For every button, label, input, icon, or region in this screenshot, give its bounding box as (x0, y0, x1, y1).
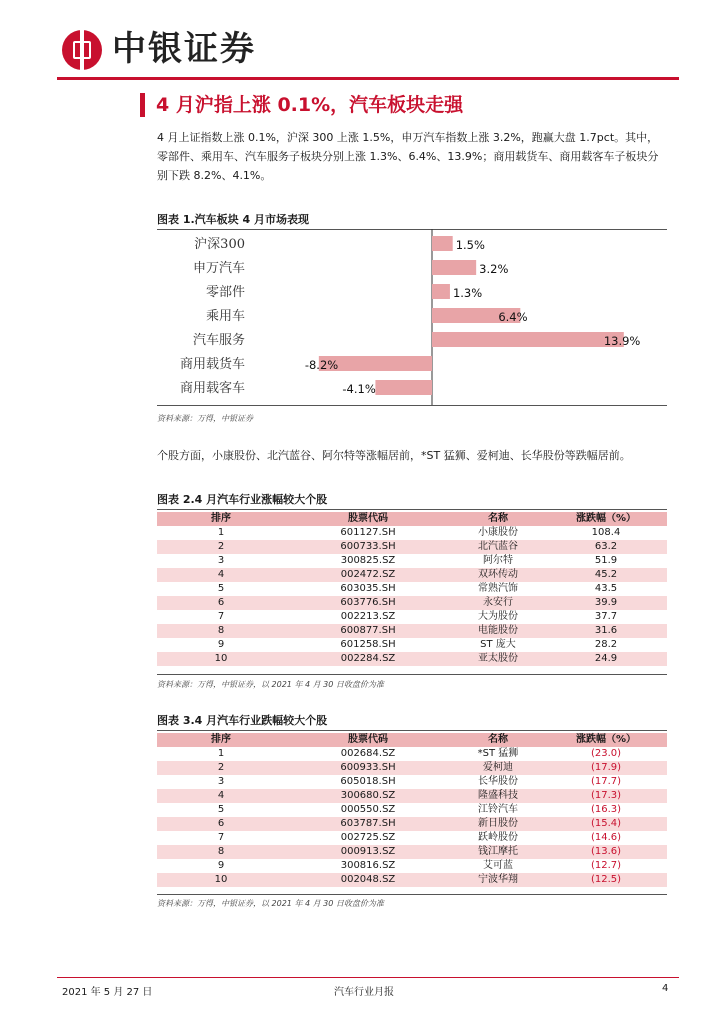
chart-value-label: 1.3% (452, 286, 483, 300)
section-marker (140, 93, 145, 117)
cell-name: 电能股份 (451, 624, 545, 638)
cell-name: 小康股份 (478, 527, 518, 538)
chart-category-label: 沪深300 (194, 237, 245, 252)
cell-code: 600877.SH (285, 624, 451, 638)
cell-rank: 7 (217, 832, 225, 843)
table2-title: 图表 2.4 月汽车行业涨幅较大个股 (157, 493, 328, 506)
table-row (157, 568, 667, 582)
table3-source: 资料来源：万得，中银证券，以 2021 年 4 月 30 日收盘价为准 (157, 899, 384, 908)
cell-change: (16.3) (590, 804, 622, 815)
cell-change: (12.7) (590, 860, 622, 871)
cell-change: (14.6) (590, 832, 622, 843)
top-gainers-table (157, 512, 667, 666)
figure1-title: 图表 1.汽车板块 4 月市场表现 (157, 213, 309, 226)
cell-rank: 2 (157, 761, 285, 775)
cell-code: 601258.SH (340, 639, 396, 650)
cell-code: 002725.SZ (340, 832, 396, 843)
cell-change: (17.3) (545, 789, 667, 803)
chart-category-label: 商用载货车 (179, 357, 245, 372)
top-losers-table (157, 733, 667, 887)
cell-name: 双环传动 (451, 568, 545, 582)
chart-bar (432, 332, 624, 347)
chart-value-label: -8.2% (304, 358, 339, 372)
page-number: 4 (662, 983, 669, 994)
table-row (157, 624, 667, 638)
table-row (157, 761, 667, 775)
cell-change: 108.4 (591, 527, 621, 538)
cell-name: 跃岭股份 (478, 832, 518, 843)
cell-rank: 9 (217, 860, 225, 871)
cell-code: 002472.SZ (285, 568, 451, 582)
cell-rank: 10 (157, 873, 285, 887)
cell-name: 永安行 (451, 596, 545, 610)
chart-category-label: 商用载客车 (179, 381, 245, 396)
cell-change: 51.9 (594, 555, 618, 566)
cell-name: 新日股份 (451, 817, 545, 831)
stocks-paragraph: 个股方面，小康股份、北汽蓝谷、阿尔特等涨幅居前，*ST 猛狮、爱柯迪、长华股份等跌幅居前。 (157, 449, 631, 462)
cell-code: 603776.SH (285, 596, 451, 610)
header-change: 涨跌幅（%） (545, 733, 667, 747)
cell-name: 宁波华翔 (451, 873, 545, 887)
chart-category-label: 汽车服务 (192, 333, 245, 348)
cell-name: 北汽蓝谷 (451, 540, 545, 554)
bank-logo-bar-icon (80, 30, 84, 70)
cell-code: 002684.SZ (340, 748, 396, 759)
chart-category-label: 申万汽车 (192, 261, 245, 276)
cell-rank: 1 (217, 527, 225, 538)
cell-change: 63.2 (545, 540, 667, 554)
table-row (157, 775, 667, 789)
cell-code: 603035.SH (340, 583, 396, 594)
cell-name: 江铃汽车 (478, 804, 518, 815)
cell-rank: 8 (157, 624, 285, 638)
chart-value-label: 13.9% (603, 334, 641, 348)
cell-code: 600733.SH (285, 540, 451, 554)
table-row (157, 845, 667, 859)
header-rank: 排序 (157, 733, 285, 747)
header-name: 名称 (451, 512, 545, 526)
cell-change: (23.0) (590, 748, 622, 759)
cell-name: 钱江摩托 (451, 845, 545, 859)
cell-code: 002213.SZ (340, 611, 396, 622)
cell-code: 000913.SZ (285, 845, 451, 859)
header-rule (57, 77, 679, 80)
figure1-bottom-rule (157, 405, 667, 406)
cell-code: 002284.SZ (285, 652, 451, 666)
cell-change: 24.9 (545, 652, 667, 666)
table-row (157, 789, 667, 803)
cell-rank: 3 (217, 776, 225, 787)
cell-name: 隆盛科技 (451, 789, 545, 803)
cell-rank: 3 (217, 555, 225, 566)
cell-code: 300680.SZ (285, 789, 451, 803)
cell-code: 600933.SH (285, 761, 451, 775)
footer-report-type: 汽车行业月报 (334, 987, 394, 998)
table3-rule (157, 730, 667, 731)
cell-code: 605018.SH (340, 776, 396, 787)
cell-change: 43.5 (594, 583, 618, 594)
cell-rank: 5 (217, 583, 225, 594)
footer-date: 2021 年 5 月 27 日 (62, 987, 153, 998)
cell-name: 常熟汽饰 (478, 583, 518, 594)
cell-change: (15.4) (545, 817, 667, 831)
cell-rank: 7 (217, 611, 225, 622)
brand-name: 中银证券 (112, 29, 256, 69)
cell-code: 300816.SZ (340, 860, 396, 871)
cell-rank: 4 (157, 568, 285, 582)
table-row (157, 817, 667, 831)
table-row (157, 859, 667, 873)
header-code: 股票代码 (285, 733, 451, 747)
cell-name: 亚太股份 (451, 652, 545, 666)
chart-value-label: 1.5% (455, 238, 485, 252)
summary-paragraph: 4 月上证指数上涨 0.1%，沪深 300 上涨 1.5%，申万汽车指数上涨 3.2%，跑赢大盘 1.7pct。其中，零部件、乘用车、汽车服务子板块分别上涨 1.3%、6.4%、13.9%；商用载货车、商用载客车子板块分别下跌 8.2%、4.1%。 (157, 131, 659, 182)
table2-rule (157, 509, 667, 510)
chart-category-label: 乘用车 (205, 309, 245, 324)
table-row (157, 638, 667, 652)
cell-change: (17.9) (545, 761, 667, 775)
table-row (157, 652, 667, 666)
chart-bar (432, 284, 450, 299)
cell-rank: 10 (157, 652, 285, 666)
table-row (157, 596, 667, 610)
cell-name: 大为股份 (478, 611, 518, 622)
cell-name: 长华股份 (478, 776, 518, 787)
table2-source: 资料来源：万得，中银证券，以 2021 年 4 月 30 日收盘价为准 (157, 680, 384, 689)
chart-bar (432, 236, 453, 251)
cell-rank: 4 (157, 789, 285, 803)
cell-code: 300825.SZ (340, 555, 396, 566)
cell-change: 39.9 (545, 596, 667, 610)
cell-change: 28.2 (594, 639, 618, 650)
chart-value-label: -4.1% (342, 382, 376, 396)
header-code: 股票代码 (285, 512, 451, 526)
chart-bar (432, 260, 476, 275)
table-row (157, 554, 667, 568)
table-row (157, 582, 667, 596)
chart-value-label: 3.2% (479, 262, 509, 276)
cell-code: 601127.SH (340, 527, 396, 538)
table-header-row (157, 733, 667, 747)
table-row (157, 747, 667, 761)
footer-rule (57, 977, 679, 978)
table3-bottom-rule (157, 894, 667, 895)
cell-rank: 5 (217, 804, 225, 815)
table-header-row (157, 512, 667, 526)
table-row (157, 831, 667, 845)
cell-code: 002048.SZ (285, 873, 451, 887)
table2-bottom-rule (157, 674, 667, 675)
sector-performance-chart (157, 229, 667, 405)
cell-name: 艾可蓝 (483, 860, 513, 871)
table-row (157, 526, 667, 540)
cell-rank: 2 (157, 540, 285, 554)
chart-category-label: 零部件 (205, 285, 245, 300)
cell-rank: 6 (157, 596, 285, 610)
header-name: 名称 (451, 733, 545, 747)
cell-change: 45.2 (545, 568, 667, 582)
cell-change: 31.6 (545, 624, 667, 638)
chart-bar (375, 380, 432, 395)
cell-code: 603787.SH (285, 817, 451, 831)
cell-name: *ST 猛狮 (477, 748, 519, 759)
cell-rank: 6 (157, 817, 285, 831)
cell-change: (17.7) (590, 776, 622, 787)
cell-rank: 8 (157, 845, 285, 859)
header-change: 涨跌幅（%） (545, 512, 667, 526)
table-row (157, 610, 667, 624)
cell-rank: 9 (217, 639, 225, 650)
chart-value-label: 6.4% (498, 310, 528, 324)
cell-rank: 1 (217, 748, 225, 759)
header-rank: 排序 (157, 512, 285, 526)
cell-change: 37.7 (594, 611, 618, 622)
cell-name: 阿尔特 (483, 555, 513, 566)
cell-change: (13.6) (545, 845, 667, 859)
table-row (157, 873, 667, 887)
cell-change: (12.5) (545, 873, 667, 887)
section-title: 4 月沪指上涨 0.1%，汽车板块走强 (156, 94, 464, 116)
cell-name: ST 庞大 (480, 639, 516, 650)
table-row (157, 540, 667, 554)
cell-code: 000550.SZ (340, 804, 396, 815)
cell-name: 爱柯迪 (451, 761, 545, 775)
figure1-source: 资料来源：万得，中银证券 (157, 414, 253, 423)
table-row (157, 803, 667, 817)
table3-title: 图表 3.4 月汽车行业跌幅较大个股 (157, 714, 328, 727)
